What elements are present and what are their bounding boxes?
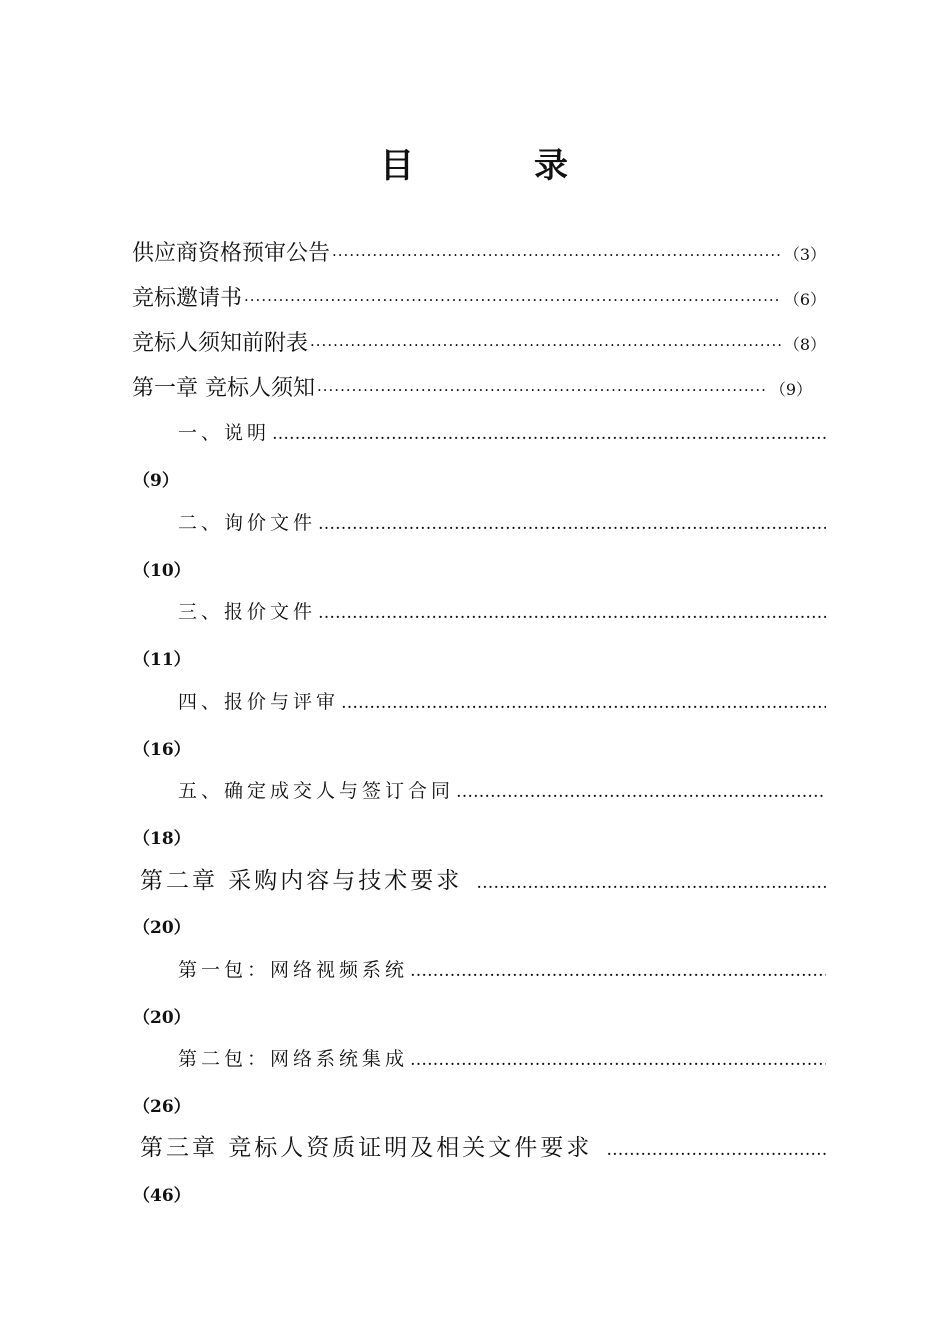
leader-dots: [244, 291, 782, 309]
toc-entry[interactable]: [140, 862, 828, 894]
toc-entry-page: （18）: [133, 829, 191, 849]
toc-entry-page: （3）: [783, 245, 826, 264]
leader-dots: [410, 961, 826, 981]
toc-entry[interactable]: [132, 281, 826, 313]
toc-entry[interactable]: [178, 1044, 828, 1076]
toc-entry-page: （46）: [133, 1186, 191, 1206]
toc-entry-label: 四、报价与评审: [178, 691, 340, 713]
toc-entry-label: 第一包：网络视频系统: [178, 959, 409, 981]
toc-entry-label: 供应商资格预审公告: [132, 241, 331, 266]
leader-dots: [317, 381, 768, 399]
leader-dots: [318, 603, 826, 623]
toc-entry[interactable]: [132, 371, 812, 403]
toc-entry-page: （6）: [783, 290, 826, 309]
toc-entry-page: （16）: [133, 740, 191, 760]
toc-entry-page: （9）: [769, 380, 812, 399]
toc-entry-page: （20）: [133, 918, 191, 938]
toc-entry-page: （8）: [783, 335, 826, 354]
toc-entry-label: 第一章 竞标人须知: [132, 376, 315, 401]
toc-entry[interactable]: [178, 418, 828, 450]
toc-entry-label: 竞标邀请书: [132, 286, 243, 311]
toc-entry-label: 五、确定成交人与签订合同: [178, 780, 455, 802]
leader-dots: [272, 424, 826, 444]
toc-entry-label: 一、说明: [178, 422, 271, 444]
toc-entry-label: 三、报价文件: [178, 601, 317, 623]
toc-entry-page: （20）: [133, 1008, 191, 1028]
toc-entry-page: （26）: [133, 1097, 191, 1117]
toc-entry-label: 二、询价文件: [178, 512, 317, 534]
leader-dots: [456, 782, 826, 802]
toc-entry-page: （9）: [133, 471, 179, 491]
leader-dots: [332, 246, 782, 264]
toc-entry-label: 第三章 竞标人资质证明及相关文件要求: [140, 1135, 593, 1161]
toc-entry[interactable]: [178, 776, 828, 808]
toc-entry-page: （11）: [133, 650, 191, 670]
toc-entry[interactable]: [132, 236, 826, 268]
toc-entry-page: （10）: [133, 561, 191, 581]
leader-dots: [341, 693, 826, 713]
toc-entry[interactable]: [178, 597, 828, 629]
toc-entry[interactable]: [178, 508, 828, 540]
leader-dots: [310, 336, 782, 354]
toc-entry[interactable]: [178, 687, 828, 719]
toc-title-char-1: 目: [380, 146, 416, 186]
leader-dots: [476, 873, 826, 893]
toc-title-char-2: 录: [534, 146, 570, 186]
toc-entry[interactable]: [132, 326, 826, 358]
toc-entry[interactable]: [140, 1129, 828, 1161]
toc-title: [0, 138, 950, 187]
toc-entry-label: 第二章 采购内容与技术要求: [140, 868, 463, 894]
toc-entry-label: 第二包：网络系统集成: [178, 1048, 409, 1070]
leader-dots: [410, 1050, 826, 1070]
leader-dots: [606, 1140, 826, 1160]
toc-entry[interactable]: [178, 955, 828, 987]
leader-dots: [318, 514, 826, 534]
toc-entry-label: 竞标人须知前附表: [132, 331, 309, 356]
